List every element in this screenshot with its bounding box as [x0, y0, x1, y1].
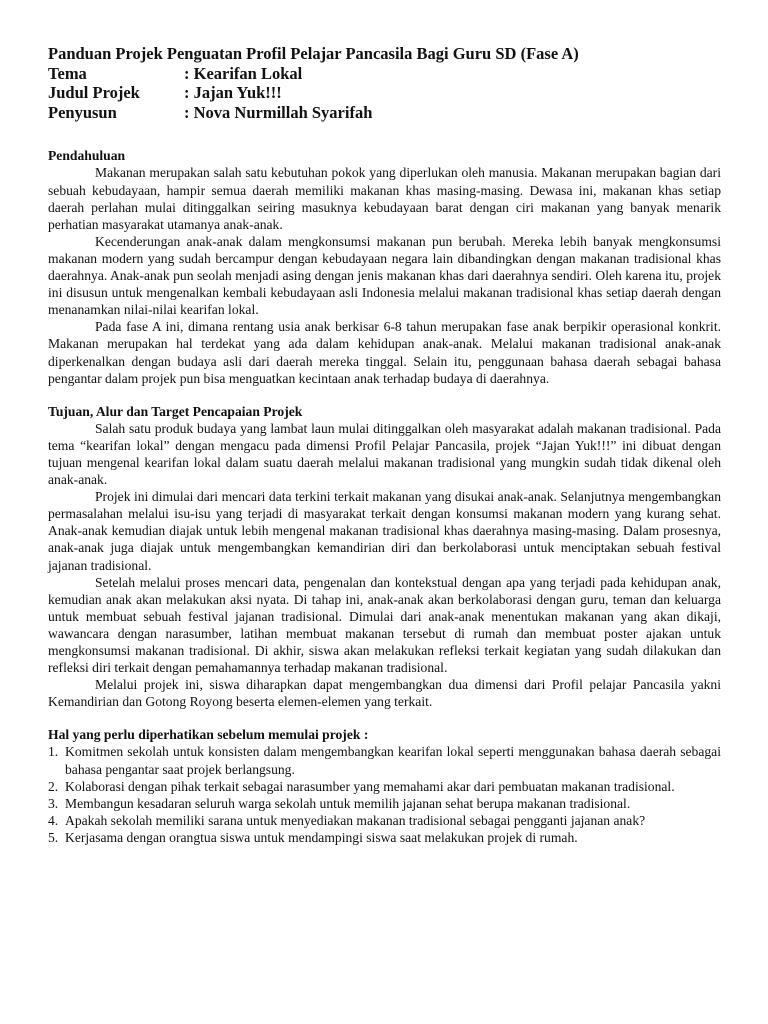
- paragraph: Kecenderungan anak-anak dalam mengkonsumsi makanan pun berubah. Mereka lebih banyak mengkonsumsi makanan modern yang sudah bercampur dengan kebudayaan negara lain dibandingkan dengan makanan tradisional khas daerahnya. Anak-anak pun seolah menjadi asing dengan jenis makanan khas dari daerahnya sendiri. Oleh karena itu, projek ini disusun untuk mengenalkan kembali kebudayaan asli Indonesia melalui makanan tradisional khas setiap daerah dengan menanamkan nilai-nilai kearifan lokal.: [48, 233, 721, 318]
- checklist: [48, 743, 721, 846]
- paragraph: Melalui projek ini, siswa diharapkan dapat mengembangkan dua dimensi dari Profil pelajar Pancasila yakni Kemandirian dan Gotong Royong beserta elemen-elemen yang terkait.: [48, 677, 721, 710]
- paragraph: Makanan merupakan salah satu kebutuhan pokok yang diperlukan oleh manusia. Makanan merupakan bagian dari sebuah kebudayaan, hampir semua daerah memiliki makanan khas masing-masing. Dewasa ini, makanan khas setiap daerah perlahan mulai ditinggalkan seiring masuknya kebudayaan barat dengan ciri makanan yang banyak menarik perhatian masyarakat utamanya anak-anak.: [48, 165, 721, 232]
- list-number: 5.: [48, 829, 59, 845]
- paragraph: Projek ini dimulai dari mencari data terkini terkait makanan yang disukai anak-anak. Selanjutnya mengembangkan permasalahan melalui isu-isu yang terjadi di masyarakat terkait dengan konsumsi makanan modern yang kurang sehat. Anak-anak kemudian diajak untuk lebih mengenal makanan tradisional khas daerahnya masing-masing. Dalam prosesnya, anak-anak juga diajak untuk mengembangkan kemandirian diri dan berkolaborasi untuk menciptakan sebuah festival jajanan tradisional.: [48, 489, 721, 573]
- paragraph: Setelah melalui proses mencari data, pengenalan dan kontekstual dengan apa yang terjadi pada kehidupan anak, kemudian anak akan melakukan aksi nyata. Di tahap ini, anak-anak akan berkolaborasi dengan guru, teman dan keluarga untuk membuat sebuah festival jajanan tradisional. Dimulai dari anak-anak menentukan makanan yang akan dikaji, wawancara dengan narasumber, latihan membuat makanan tersebut di rumah dan membuat poster ajakan untuk mengkonsumsi makanan tradisional. Di akhir, siswa akan melakukan refleksi terkait kegiatan yang sudah dilakukan dan refleksi diri terkait dengan pemahamannya terhadap makanan tradisional.: [48, 574, 721, 676]
- list-number: 1.: [48, 744, 59, 760]
- list-number: 2.: [48, 778, 59, 794]
- paragraph: Pada fase A ini, dimana rentang usia anak berkisar 6-8 tahun merupakan fase anak berpikir operasional konkrit. Makanan merupakan hal terdekat yang ada dalam kehidupan anak-anak. Melalui makanan tradisional anak-anak diperkenalkan dengan budaya asli dari daerah mereka tinggal. Selain itu, penggunaan bahasa daerah sebagai bahasa pengantar dalam projek pun bisa menguatkan kecintaan anak terhadap budaya di daerahnya.: [48, 319, 721, 386]
- meta-label: Penyusun: [48, 102, 117, 122]
- list-text: Membangun kesadaran seluruh warga sekolah untuk memilih jajanan sehat berupa makanan tradisional.: [65, 795, 631, 811]
- list-text: Kerjasama dengan orangtua siswa untuk mendampingi siswa saat melakukan projek di rumah.: [65, 829, 578, 845]
- list-item: [48, 829, 721, 846]
- document-title: Panduan Projek Penguatan Profil Pelajar Pancasila Bagi Guru SD (Fase A): [48, 44, 579, 63]
- list-item: [48, 743, 721, 777]
- meta-label: Tema: [48, 63, 87, 83]
- list-number: 3.: [48, 795, 59, 811]
- meta-value: : Nova Nurmillah Syarifah: [184, 102, 373, 122]
- meta-row-tema: [48, 64, 721, 84]
- meta-value: : Jajan Yuk!!!: [184, 83, 282, 103]
- list-text: Kolaborasi dengan pihak terkait sebagai narasumber yang memahami akar dari pembuatan makanan tradisional.: [65, 778, 675, 794]
- list-text: Apakah sekolah memiliki sarana untuk menyediakan makanan tradisional sebagai pengganti jajanan anak?: [65, 812, 646, 828]
- meta-row-penyusun: [48, 103, 721, 123]
- list-item: [48, 778, 721, 795]
- meta-row-judul-projek: [48, 83, 721, 103]
- list-item: [48, 795, 721, 812]
- section-heading-pendahuluan: Pendahuluan: [48, 148, 126, 164]
- meta-value: : Kearifan Lokal: [184, 63, 303, 83]
- list-text: Komitmen sekolah untuk konsisten dalam mengembangkan kearifan lokal seperti menggunakan bahasa daerah sebagai bahasa pengantar saat projek berlangsung.: [65, 744, 721, 777]
- list-item: [48, 812, 721, 829]
- section-heading-tujuan: Tujuan, Alur dan Target Pencapaian Projek: [48, 403, 303, 419]
- section-heading-checklist: Hal yang perlu diperhatikan sebelum memulai projek :: [48, 727, 369, 743]
- meta-label: Judul Projek: [48, 83, 140, 103]
- paragraph: Salah satu produk budaya yang lambat laun mulai ditinggalkan oleh masyarakat adalah makanan tradisional. Pada tema “kearifan lokal” dengan mengacu pada dimensi Profil Pelajar Pancasila, projek “Jajan Yuk!!!” ini dibuat dengan tujuan mengenal kearifan lokal dalam suatu daerah melalui makanan tradisional yang mungkin sudah tidak dikenal oleh anak-anak.: [48, 420, 721, 488]
- list-number: 4.: [48, 812, 59, 828]
